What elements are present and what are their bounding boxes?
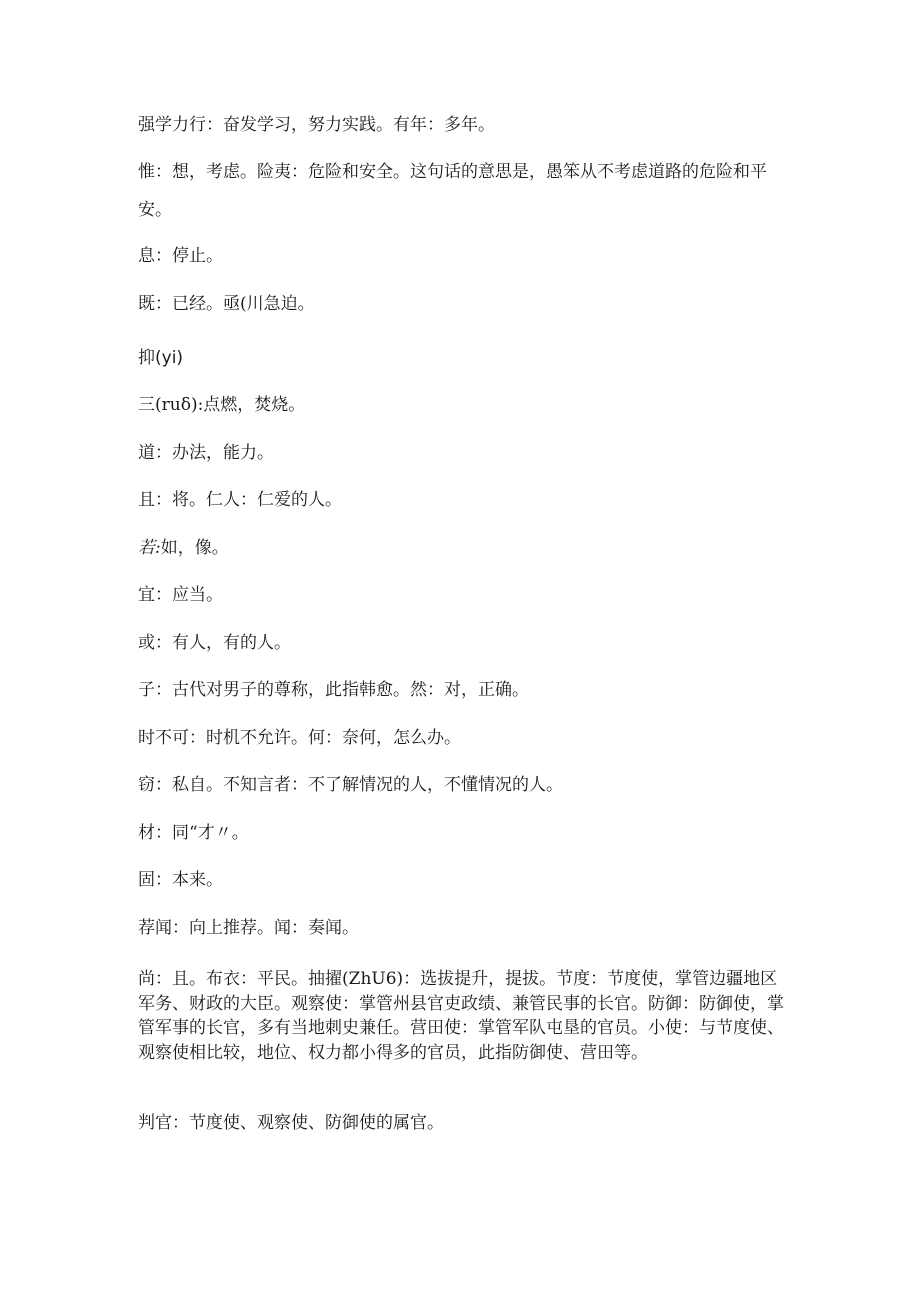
gloss-line: 息：停止。 xyxy=(138,246,223,266)
gloss-line: 且：将。仁人：仁爱的人。 xyxy=(138,490,342,510)
gloss-line: 子：古代对男子的尊称，此指韩愈。然：对，正确。 xyxy=(138,680,529,700)
gloss-line: 时不可：时机不允许。何：奈何，怎么办。 xyxy=(138,728,461,748)
gloss-line: 材：同“才〃。 xyxy=(138,823,249,843)
gloss-line: 强学力行：奋发学习，努力实践。有年：多年。 xyxy=(138,115,495,135)
gloss-line: 三(ruδ):点燃，焚烧。 xyxy=(138,395,306,415)
gloss-line: 宜：应当。 xyxy=(138,585,223,605)
gloss-definition: 如，像。 xyxy=(160,538,229,558)
gloss-line: 惟：想，考虑。险夷：危险和安全。这句话的意思是，愚笨从不考虑道路的危险和平安。 xyxy=(138,162,767,220)
gloss-line: 判官：节度使、观察使、防御使的属官。 xyxy=(138,1113,444,1133)
gloss-term: 若: xyxy=(138,538,161,558)
gloss-paragraph: 尚：且。布衣：平民。抽擢(ZhU6)：选拔提升，提拔。节度：节度使，掌管边疆地区军务、财政的大臣。观察使：掌管州县官吏政绩、兼管民事的长官。防御：防御使，掌管军事的长官，多有当地刺史兼任。营田使：掌管军队屯垦的官员。小使：与节度使、观察使相比较，地位、权力都小得多的官员，此指防御使、营田等。 xyxy=(138,969,784,1063)
gloss-line: 既：已经。亟(川急迫。 xyxy=(138,294,315,314)
gloss-line: 道：办法，能力。 xyxy=(138,443,274,463)
gloss-line: 抑(yi) xyxy=(138,348,184,368)
gloss-line: 或：有人，有的人。 xyxy=(138,633,291,653)
gloss-line: 窃：私自。不知言者：不了解情况的人，不懂情况的人。 xyxy=(138,775,563,795)
gloss-line xyxy=(138,535,788,561)
gloss-line: 固：本来。 xyxy=(138,870,223,890)
gloss-line: 荐闻：向上推荐。闻：奏闻。 xyxy=(138,918,359,938)
